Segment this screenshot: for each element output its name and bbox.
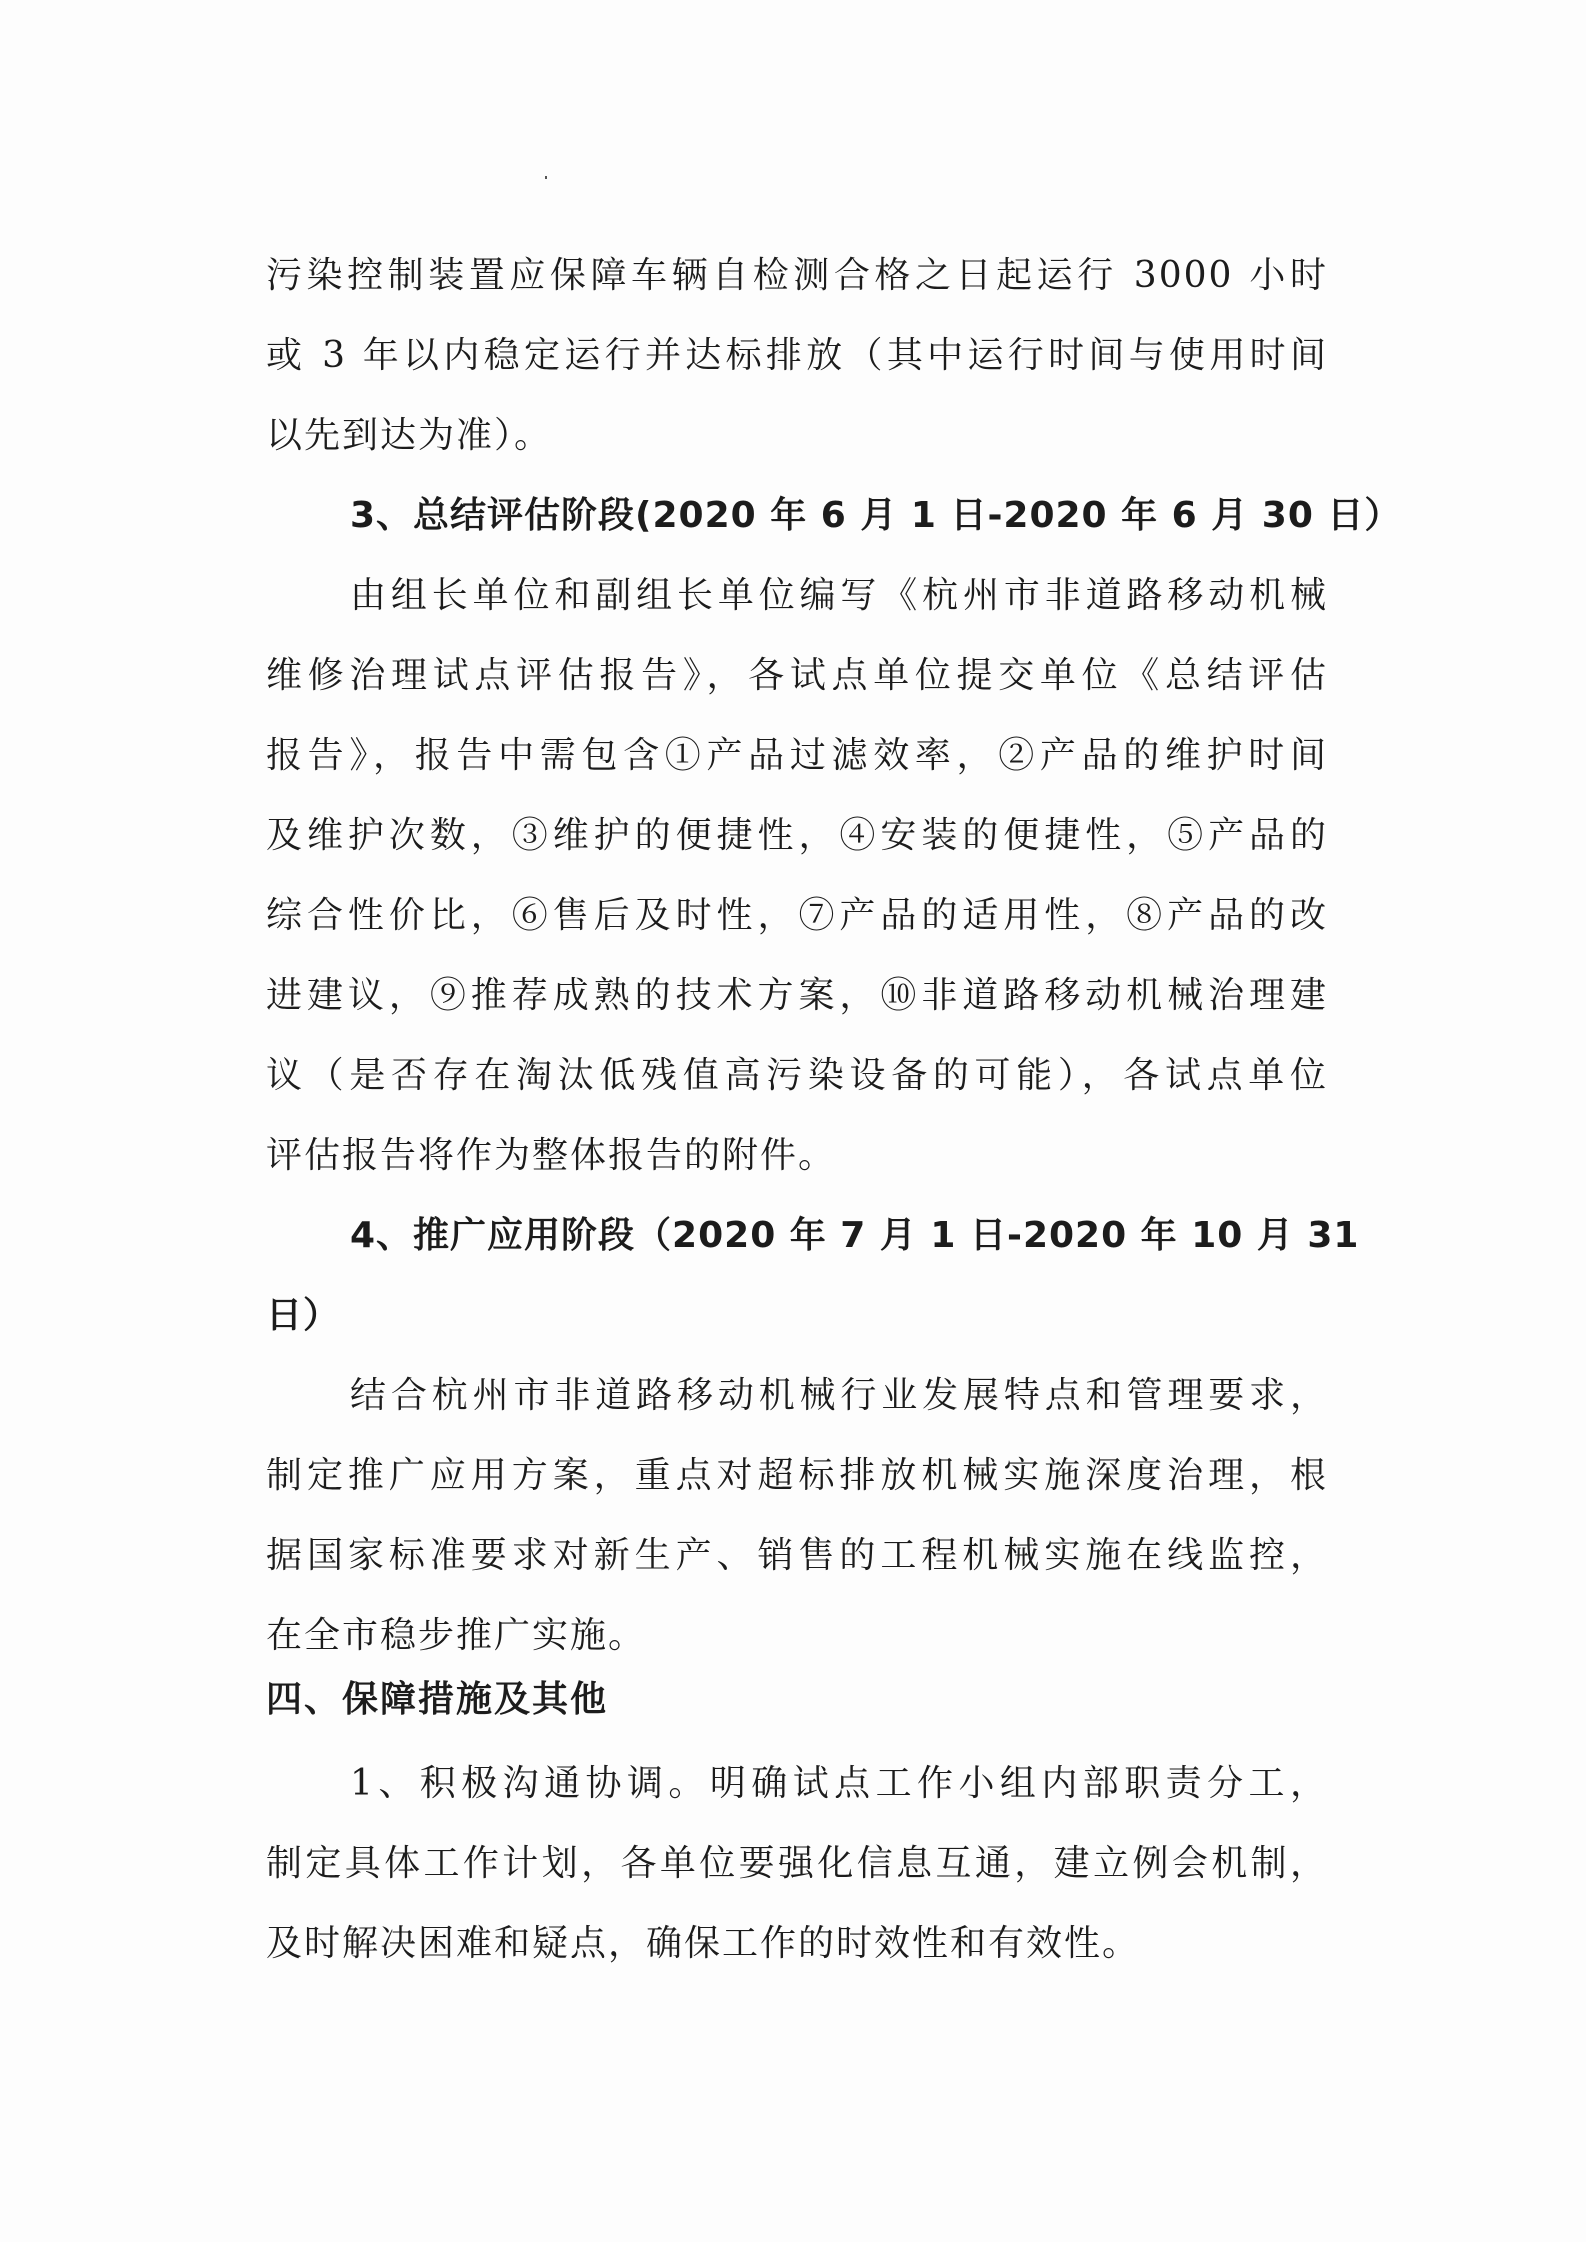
- text-line-2: 或 3 年以内稳定运行并达标排放（其中运行时间与使用时间: [266, 335, 1328, 376]
- section-heading-4-cont: 日）: [266, 1295, 341, 1336]
- text-line-11: 议（是否存在淘汰低残值高污染设备的可能），各试点单位: [266, 1055, 1328, 1096]
- text-line-15: 结合杭州市非道路移动机械行业发展特点和管理要求，: [350, 1375, 1328, 1416]
- text-line-9: 综合性价比，⑥售后及时性，⑦产品的适用性，⑧产品的改: [266, 895, 1328, 936]
- text-line-18: 在全市稳步推广实施。: [266, 1615, 647, 1656]
- text-line-3: 以先到达为准）。: [266, 415, 553, 456]
- section-heading-iv: 四、保障措施及其他: [266, 1679, 609, 1720]
- text-line-1: 污染控制装置应保障车辆自检测合格之日起运行 3000 小时: [266, 255, 1328, 296]
- text-line-6: 维修治理试点评估报告》，各试点单位提交单位《总结评估: [266, 655, 1328, 696]
- section-heading-4: 4、推广应用阶段（2020 年 7 月 1 日-2020 年 10 月 31: [350, 1215, 1360, 1256]
- text-line-7: 报告》，报告中需包含①产品过滤效率，②产品的维护时间: [266, 735, 1328, 776]
- text-line-20: 1、积极沟通协调。明确试点工作小组内部职责分工，: [350, 1763, 1328, 1804]
- text-line-21: 制定具体工作计划，各单位要强化信息互通，建立例会机制，: [266, 1843, 1328, 1884]
- text-line-12: 评估报告将作为整体报告的附件。: [266, 1135, 837, 1176]
- scan-speck: [545, 176, 547, 179]
- text-line-16: 制定推广应用方案，重点对超标排放机械实施深度治理，根: [266, 1455, 1328, 1496]
- section-heading-3: 3、总结评估阶段(2020 年 6 月 1 日-2020 年 6 月 30 日）: [350, 495, 1402, 536]
- text-line-22: 及时解决困难和疑点，确保工作的时效性和有效性。: [266, 1923, 1141, 1964]
- text-line-10: 进建议，⑨推荐成熟的技术方案，⑩非道路移动机械治理建: [266, 975, 1328, 1016]
- text-line-17: 据国家标准要求对新生产、销售的工程机械实施在线监控，: [266, 1535, 1328, 1576]
- text-line-5: 由组长单位和副组长单位编写《杭州市非道路移动机械: [350, 575, 1328, 616]
- text-line-8: 及维护次数，③维护的便捷性，④安装的便捷性，⑤产品的: [266, 815, 1328, 856]
